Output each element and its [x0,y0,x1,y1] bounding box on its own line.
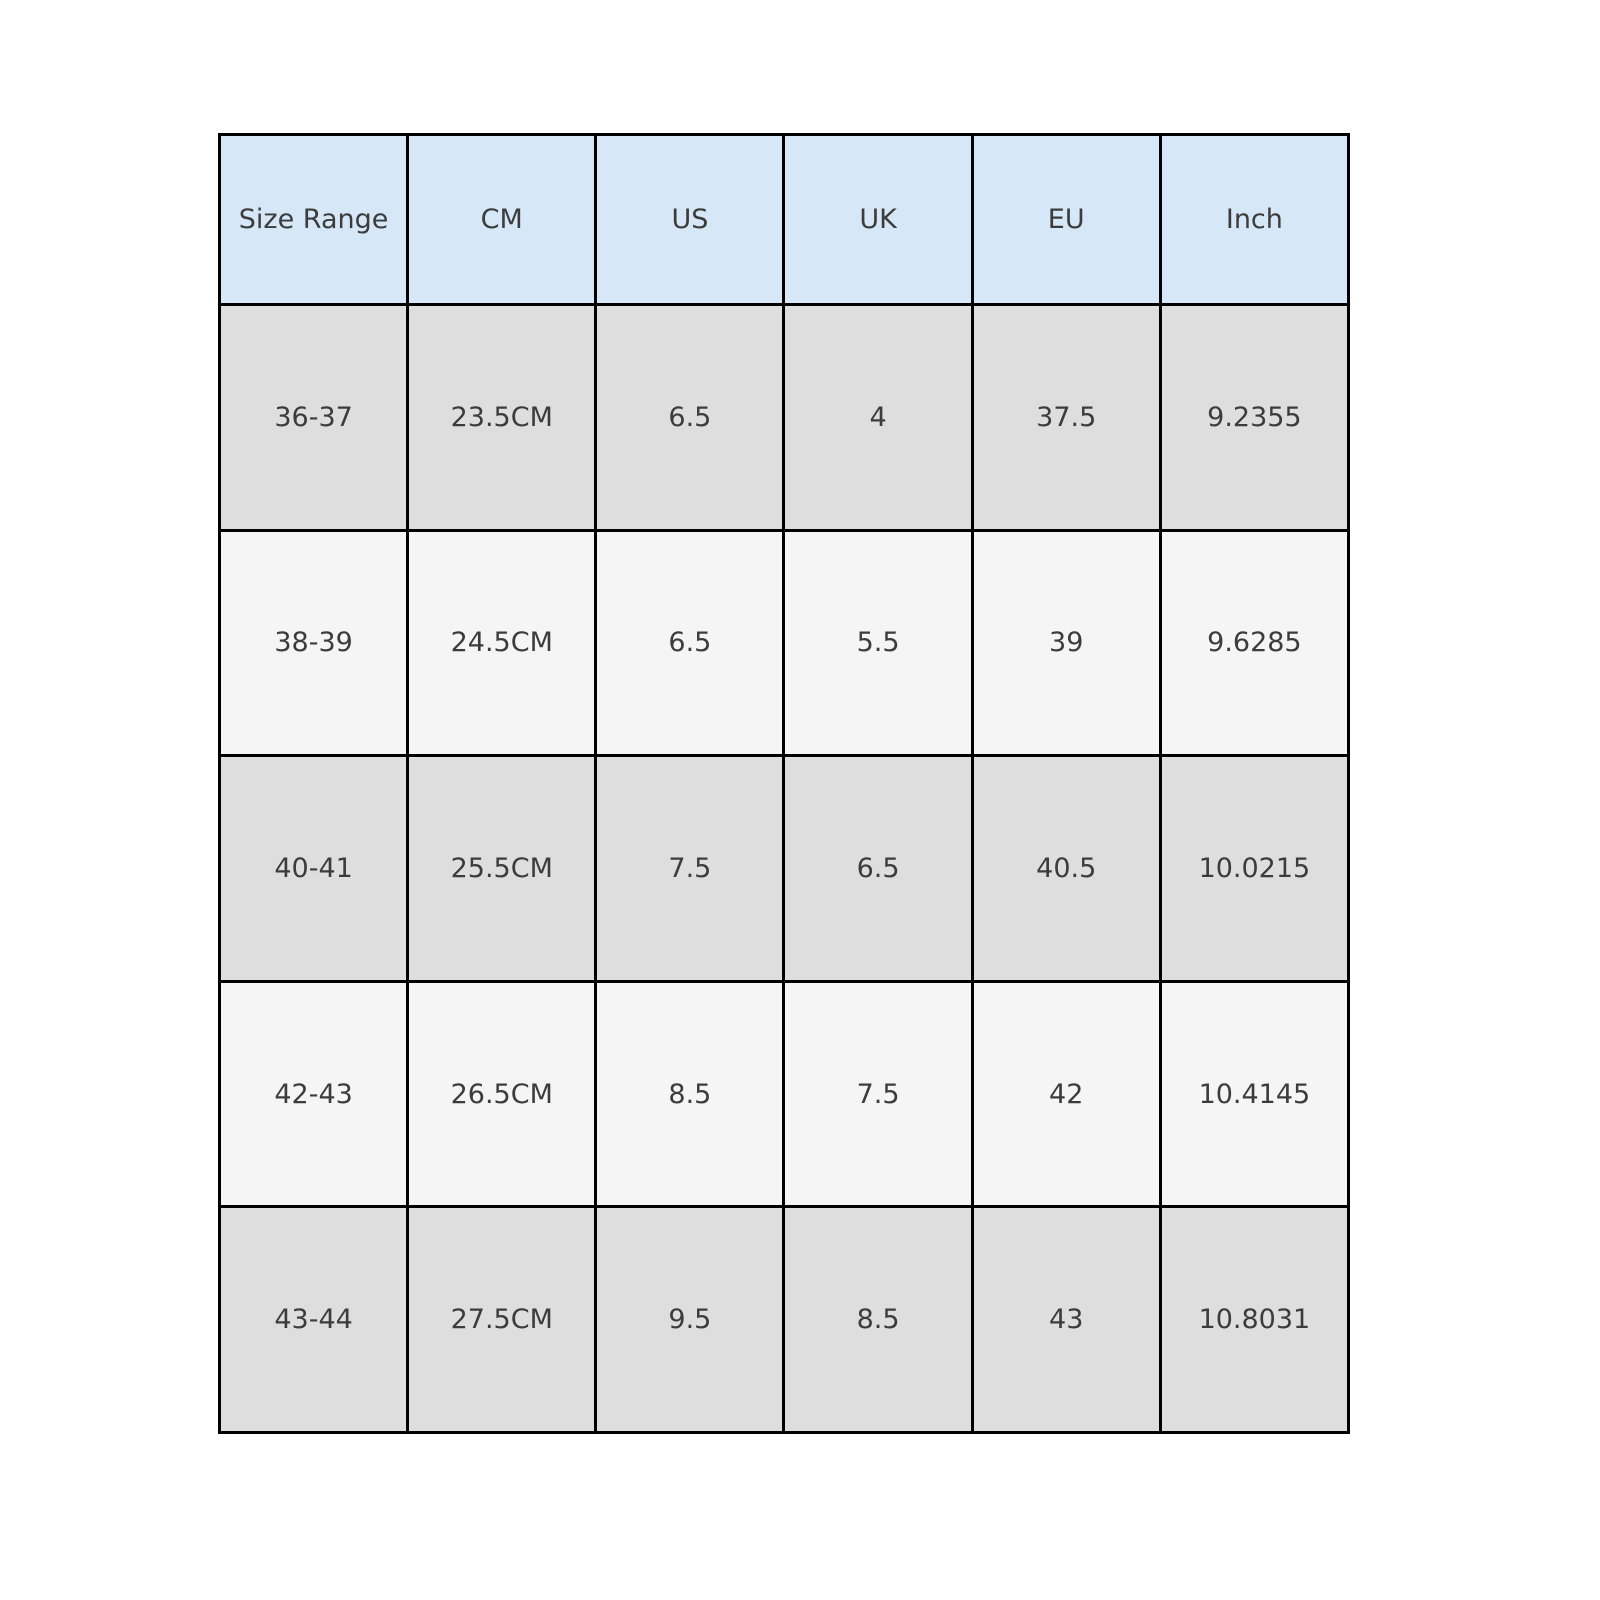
cell-cm: 23.5CM [408,305,596,531]
cell-inch: 10.0215 [1160,756,1348,982]
table-row [220,530,1349,756]
size-chart-table [218,133,1350,1434]
cell-us: 9.5 [596,1207,784,1433]
cell-inch: 9.6285 [1160,530,1348,756]
cell-size-range: 43-44 [220,1207,408,1433]
size-conversion-table [218,133,1350,1434]
header-cell-uk: UK [784,135,972,305]
cell-inch: 10.8031 [1160,1207,1348,1433]
cell-eu: 39 [972,530,1160,756]
table-body [220,305,1349,1433]
cell-uk: 8.5 [784,1207,972,1433]
table-row [220,756,1349,982]
cell-uk: 7.5 [784,981,972,1207]
header-row [220,135,1349,305]
header-cell-cm: CM [408,135,596,305]
cell-eu: 40.5 [972,756,1160,982]
cell-size-range: 36-37 [220,305,408,531]
cell-cm: 27.5CM [408,1207,596,1433]
header-cell-eu: EU [972,135,1160,305]
cell-size-range: 38-39 [220,530,408,756]
header-cell-size-range: Size Range [220,135,408,305]
cell-eu: 42 [972,981,1160,1207]
cell-uk: 5.5 [784,530,972,756]
cell-us: 6.5 [596,530,784,756]
cell-cm: 25.5CM [408,756,596,982]
cell-eu: 37.5 [972,305,1160,531]
cell-us: 8.5 [596,981,784,1207]
cell-size-range: 42-43 [220,981,408,1207]
cell-size-range: 40-41 [220,756,408,982]
cell-us: 7.5 [596,756,784,982]
cell-inch: 10.4145 [1160,981,1348,1207]
table-row [220,1207,1349,1433]
cell-inch: 9.2355 [1160,305,1348,531]
cell-eu: 43 [972,1207,1160,1433]
header-cell-inch: Inch [1160,135,1348,305]
table-row [220,981,1349,1207]
table-header [220,135,1349,305]
cell-uk: 6.5 [784,756,972,982]
cell-cm: 24.5CM [408,530,596,756]
cell-uk: 4 [784,305,972,531]
cell-us: 6.5 [596,305,784,531]
table-row [220,305,1349,531]
cell-cm: 26.5CM [408,981,596,1207]
header-cell-us: US [596,135,784,305]
